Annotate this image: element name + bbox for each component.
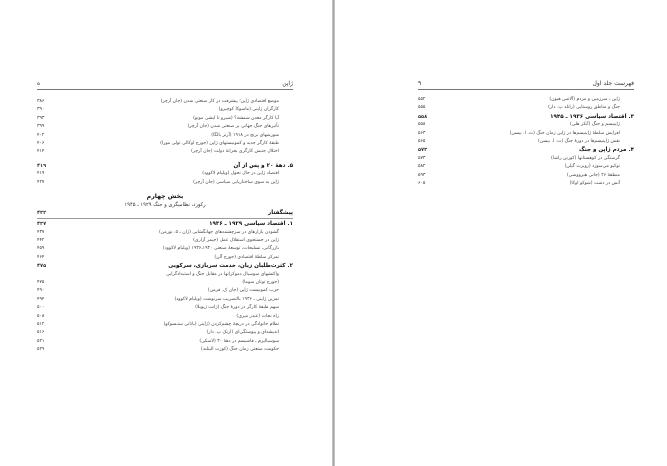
entry-page: ۵۱۶: [37, 330, 45, 336]
toc-entry[interactable]: [37, 170, 293, 178]
entry-page: ۵۲۱: [37, 338, 45, 344]
running-head: فهرست جلد اول: [592, 80, 634, 87]
entry-page: ۴۳۷: [37, 229, 45, 235]
right-page-header: [418, 79, 634, 89]
entry-page: ۴۹۴: [37, 296, 45, 302]
entry-page: ۴۲۷: [37, 179, 45, 185]
section-title: ۱. اقتصاد سیاسی ۱۹۲۹ ـ ۱۹۳۶: [209, 221, 293, 228]
toc-entry[interactable]: [37, 338, 293, 346]
toc-section[interactable]: [37, 162, 293, 170]
toc-entry[interactable]: [37, 279, 293, 287]
section-page: ۴۷۵: [37, 263, 47, 270]
section-title: ۵. دههٔ ۲۰ و پس از آن: [233, 162, 293, 169]
entry-title: گشودن بازارهای در سرچشمه‌های جهانگشایی (ژان ـ ۵. نورمن): [158, 229, 279, 235]
entry-page: ۵۵۲: [418, 97, 426, 102]
entry-title: تمرکز سلطهٔ اقتصادی (جورج آلن): [214, 254, 279, 260]
entry-title: ژاپن در جستجوی استقلال عمل (جیمز آزاری): [193, 238, 279, 244]
entry-page: ۵۶۳: [418, 130, 426, 136]
toc-entry[interactable]: [37, 287, 293, 295]
toc-section[interactable]: [418, 146, 634, 154]
entry-title: موضع اقتصادی ژاپن؛ پیشرفت در کار صنعتی شدن (جان آرچر): [160, 99, 279, 104]
section-page: ۴۳۷: [37, 221, 47, 228]
entry-page: ۴۱۴: [37, 149, 45, 155]
toc-entry[interactable]: [418, 104, 634, 112]
entry-title: آیا کارگر معدن شمشه؟ (شیرو تا ایشی موتو): [193, 115, 279, 121]
entry-title: شورشهای برنج در ۱۹۱۸ (آرتر بالگا): [211, 132, 279, 138]
toc-entry[interactable]: [418, 180, 634, 188]
left-toc: [37, 98, 293, 355]
entry-title: حکومت صنعتی زمان جنگ (کوزت الیتلند): [201, 347, 279, 353]
part-title: بخش چهارم: [146, 192, 184, 200]
entry-title: کارگران ژاپنی (ماسوکا کوچیرو): [218, 107, 279, 113]
toc-section[interactable]: [37, 262, 293, 270]
toc-entry[interactable]: [37, 296, 293, 304]
toc-entry[interactable]: [37, 346, 293, 354]
entry-title: منطقهٔ ۲۶ (جانی هیرووشی): [566, 172, 620, 178]
toc-entry[interactable]: [37, 115, 293, 123]
left-page-header: [37, 79, 293, 89]
section-page: ۵۵۸: [418, 113, 428, 120]
entry-title: ژاپنیسم و جنگ (آنکر هلی): [569, 122, 620, 128]
toc-entry[interactable]: [37, 148, 293, 156]
entry-page: ۴۱۹: [37, 171, 45, 177]
toc-entry[interactable]: [37, 123, 293, 131]
toc-entry[interactable]: [37, 271, 293, 279]
header-rule: [37, 89, 293, 90]
toc-section[interactable]: [37, 220, 293, 228]
left-page: [0, 0, 332, 466]
entry-page: ۵۰۰: [37, 305, 45, 311]
toc-entry[interactable]: [37, 237, 293, 245]
entry-title: گرسنگی در کوهستانها (کورتن راشا): [551, 155, 620, 161]
entry-page: ۵۵۵: [418, 105, 426, 111]
entry-title: راه نجات (عبدر میری): [236, 313, 279, 319]
entry-title: حزب کمونیست ژاپن (جان ک. فرمن): [207, 288, 279, 294]
entry-title: تأثیرهای جنگ جهانی بر صنعتی شدن (جان آرچر): [187, 124, 279, 130]
running-head: ژاپن: [282, 80, 293, 87]
toc-entry[interactable]: [37, 254, 293, 262]
entry-page: ۴۴۲: [37, 238, 45, 244]
entry-title: جنگ و مناطق روستایی (رانلد پ. دار): [548, 105, 620, 111]
entry-page: ۴۵۹: [37, 246, 45, 252]
toc-section[interactable]: [418, 113, 634, 121]
entry-title: آتش در دشت (شوکو اوکا): [569, 180, 620, 186]
entry-title: (جورج توتان سوما): [242, 280, 279, 286]
preface-page: ۴۳۲: [37, 209, 47, 216]
entry-title: نظام خانوادگی در دریچهٔ چشم‌کردن (ژاپنی (یاتانی ستـسوکو): [163, 321, 279, 327]
entry-title: تمرین ژاپنی ـ ۱۹۳۶ بالتصریب سرنوشت (ویلیام لاکوود): [174, 296, 279, 302]
entry-page: ۵۰۸: [37, 313, 45, 319]
entry-page: ۳۹۳: [37, 115, 45, 121]
toc-entry[interactable]: [37, 132, 293, 140]
toc-entry[interactable]: [418, 138, 634, 146]
toc-entry[interactable]: [37, 229, 293, 237]
entry-page: ۴۰۶: [37, 140, 45, 146]
entry-title: طبقهٔ کارگر جدید و کمونیستهای ژاپن (جورج اوکالی تولی مورا): [160, 140, 279, 146]
entry-title: نقش ژاپنیسم‌ها در دورهٔ جنگ (ت. ا. بیسن): [537, 138, 620, 144]
toc-entry[interactable]: [37, 98, 293, 106]
section-page: ۴۱۹: [37, 162, 47, 169]
toc-entry[interactable]: [418, 96, 634, 104]
entry-page: ۴۷۵: [37, 280, 45, 286]
entry-page: ۳۹۰: [37, 107, 45, 113]
divider: [37, 218, 293, 219]
entry-title: توکیو می‌سوزد (روبرت گیلن): [564, 164, 620, 170]
entry-title: سهم طبقهٔ کارگر در دورهٔ جنگ (ژانت ژیوبلا): [195, 305, 279, 311]
entry-title: اقتصاد ژاپن در حال تحول (ویلیام لاکوود): [202, 171, 279, 177]
toc-entry[interactable]: [37, 304, 293, 312]
page-number: ۹: [418, 80, 422, 87]
entry-title: ژاپن به سوی ساختاریابی سیاسی (جان آرچر): [193, 179, 279, 185]
part-subtitle: رکورد، نظامیگری و جنگ ۱۹۲۹ ـ ۱۹۴۵: [124, 201, 206, 208]
entry-page: ۴۶۴: [37, 254, 45, 260]
toc-entry[interactable]: [37, 140, 293, 148]
entry-page: ۵۱۲: [37, 321, 45, 327]
right-toc: [418, 96, 634, 188]
page-number: ه: [37, 80, 41, 87]
toc-entry[interactable]: [418, 163, 634, 171]
entry-page: ۴۹۰: [37, 288, 45, 294]
entry-page: ۴۰۲: [37, 132, 45, 138]
toc-entry[interactable]: [37, 313, 293, 321]
entry-page: ۳۸۶: [37, 99, 45, 104]
toc-preface[interactable]: [37, 209, 293, 217]
toc-entry[interactable]: [418, 130, 634, 138]
section-page: ۵۷۳: [418, 147, 428, 154]
toc-entry[interactable]: [37, 106, 293, 114]
toc-entry[interactable]: [418, 121, 634, 129]
entry-page: ۵۷۳: [418, 155, 426, 161]
toc-entry[interactable]: [37, 179, 293, 187]
section-title: ۴. مردم ژاپن و جنگ: [578, 147, 634, 154]
toc-entry[interactable]: [418, 172, 634, 180]
preface-title: پیشگفتار: [268, 209, 293, 216]
entry-page: ۵۸۲: [418, 164, 426, 170]
header-rule: [418, 89, 634, 90]
toc-entry[interactable]: [37, 329, 293, 337]
entry-title: اختلال جنبش کارگری بحرانهٔ دولت (جان آرچر): [191, 149, 279, 155]
entry-title: واکنشهای سوسیال دموکراتها در مقابل جنگ و استبدادگرایی: [166, 271, 279, 277]
toc-entry[interactable]: [418, 155, 634, 163]
right-page: [335, 0, 667, 466]
entry-title: اندیشه‌ای و پیوستگی‌ای (ارتک پ. دار): [206, 330, 279, 336]
entry-page: ۵۲۹: [37, 347, 45, 353]
toc-entry[interactable]: [37, 245, 293, 253]
entry-title: سوسیالیزم ـ فاشیسم در دههٔ ۳۰ (لاسکی): [199, 338, 279, 344]
entry-page: ۵۹۳: [418, 172, 426, 178]
toc-entry[interactable]: [37, 321, 293, 329]
entry-page: ۶۰۵: [418, 180, 426, 186]
entry-title: ژاپن ـ سرزمین و مردم (آلانس هیون): [549, 97, 620, 102]
entry-title: بازرگانی، تسلیحات، توسعهٔ صنعتی ۱۹۳۰ـ۱۹۳۶ (ویلیام لاکوود): [162, 246, 279, 252]
entry-page: ۳۹۹: [37, 124, 45, 130]
entry-page: ۵۵۸: [418, 122, 426, 128]
entry-page: ۵۶۵: [418, 138, 426, 144]
entry-title: افزایش سلطهٔ ژاپنیسم‌ها در ژاپن زمان جنگ (ت. ا. بیسن): [509, 130, 620, 136]
section-title: ۲. کثرت‌طلبان زبان، خدمت سربازی، سرکوبی: [168, 263, 293, 270]
section-title: ۳. اقتصاد سیاسی ۱۹۳۶ ـ ۱۹۴۵: [550, 113, 634, 120]
